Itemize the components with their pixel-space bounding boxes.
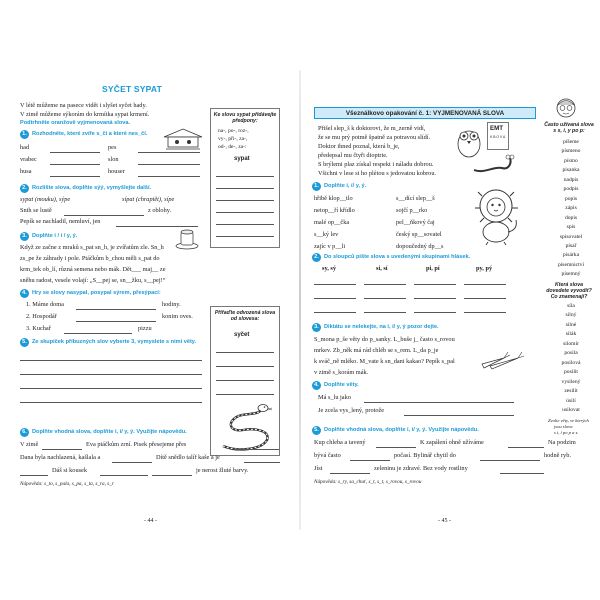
eye-chart-letters: EMT [490, 125, 504, 132]
t3-line: Když ze začne z mraků s_pat sn_h, je zvířatům zle. Sn_h [20, 244, 164, 251]
sidebar2-word: syčet [234, 332, 250, 338]
side-word-list-2 [549, 302, 593, 415]
lion-illustration [472, 186, 522, 246]
t4-sentence-end: konim oves. [162, 313, 193, 320]
task-number: 5. [312, 426, 321, 435]
t1-phrase: český sp__sovatel [396, 231, 442, 238]
t4-sentence: 3. Kuchař [26, 325, 51, 332]
t1-phrase: dopoučedný dp__s [396, 243, 444, 250]
answer-line[interactable] [364, 312, 406, 313]
answer-line[interactable] [138, 176, 200, 177]
t6-sentence: je nerost žluté barvy. [196, 467, 249, 474]
answer-line[interactable] [64, 215, 144, 216]
answer-line[interactable] [20, 374, 202, 375]
t4-sentence: 2. Hospodář [26, 313, 57, 320]
answer-line[interactable] [314, 298, 356, 299]
task-4-instruction: Hry se slovy nasypal, posypal sýrem, přesýpací: [32, 290, 161, 296]
task-number: 3. [312, 323, 321, 332]
side-word: usilovat [562, 406, 580, 413]
answer-line[interactable] [100, 475, 148, 476]
t3-line: S_mona p_še věty do p_sanky. L_buše j_ často s_rovou [314, 336, 455, 343]
answer-line[interactable] [480, 460, 540, 461]
answer-line[interactable] [20, 360, 202, 361]
side-word: zesilit [564, 388, 578, 395]
answer-line[interactable] [404, 415, 514, 416]
t1-word: vrabec [20, 156, 37, 163]
answer-line[interactable] [330, 473, 370, 474]
prefixes-line-2: vy-, při-, za-, [218, 136, 248, 142]
task-number: 2. [20, 184, 29, 193]
side-note: s i, í po p a s. [554, 430, 579, 435]
t2-pair-a: sypat (mouku), sýpe [20, 196, 71, 203]
answer-line[interactable] [314, 312, 356, 313]
answer-line[interactable] [138, 164, 200, 165]
sidebar2-title: Přiřaďte odvozená slova od slovesa: [214, 310, 276, 323]
poem-line: Přišel slep_š k doktorovi, že m_zerně vidí, [318, 125, 426, 132]
intro-line-2: V zimě můžeme sýkorám do krmítka sypat krmení. [20, 111, 150, 118]
sidebar-answer-line[interactable] [216, 224, 274, 225]
side-word: posila [564, 350, 578, 357]
answer-line[interactable] [414, 312, 456, 313]
task-number: 5. [20, 338, 29, 347]
eye-chart-letters-small: K B O V A [490, 135, 506, 139]
t5-sentence: zeleninu je zdravé. Bez vody rostliny [374, 465, 468, 472]
side-word: popis [564, 195, 578, 202]
column-header: sy, sý [322, 265, 336, 272]
side-word: písmo [564, 157, 578, 164]
task-number: 1. [20, 130, 29, 139]
sidebar-answer-line[interactable] [216, 212, 274, 213]
answer-line[interactable] [116, 226, 198, 227]
task-number: 3. [20, 232, 29, 241]
prefixes-line-3: od-, de-, za-: [218, 144, 247, 150]
side-word: posilová [561, 359, 581, 366]
t1-phrase: pel__ňkový čaj [396, 219, 435, 226]
task-number: 2. [312, 253, 321, 262]
answer-line[interactable] [464, 298, 506, 299]
answer-line[interactable] [500, 473, 544, 474]
side-word: píšeme [563, 139, 579, 145]
t5-sentence: Kup chleba a tavený [314, 439, 366, 446]
answer-line[interactable] [244, 462, 280, 463]
task-number: 1. [312, 182, 321, 191]
t6-sentence: Dáš si kousek [52, 467, 87, 474]
t1-phrase: s__dící slep__š [396, 195, 435, 202]
column-header: pi, pí [426, 265, 440, 272]
side-word: síla [567, 303, 575, 309]
side-word: pisanka [562, 167, 580, 174]
t6-sentence: Eva ptáčkům zrní. Pisek přesejeme přes [86, 441, 187, 448]
side-word: písemnictví [557, 261, 585, 268]
t5-sentence: Na podzim [548, 439, 576, 446]
t3-line: sněhu radost, vesele volají: „S__pej se, sn__žku, s__pej!“ [20, 277, 166, 284]
birdhouse-illustration [162, 127, 204, 151]
side-word: silný [565, 312, 577, 319]
answer-line[interactable] [20, 388, 202, 389]
t5-sentence: Jíst [314, 465, 323, 472]
t1-word: pes [108, 144, 117, 151]
side-word: písař [565, 242, 577, 249]
t5-sentence: počasí. Bylinář chytil do [394, 452, 456, 459]
sidebar2-answer-line[interactable] [216, 394, 274, 395]
sidebar-answer-line[interactable] [216, 176, 274, 177]
answer-line[interactable] [42, 449, 82, 450]
sidebar2-answer-line[interactable] [216, 352, 274, 353]
book-gutter [299, 70, 301, 530]
task-2-instruction: Do sloupců pište slova s uvedenými skupinami hlásek. [324, 254, 471, 260]
t1-phrase: sojčí p__rko [396, 207, 428, 214]
carrots-illustration [478, 348, 526, 370]
t3-line: mrkev. Zb_něk má rád chléb se s_rem. L_da p_je [314, 347, 439, 354]
answer-line[interactable] [364, 298, 406, 299]
t6-sentence: V zimě [20, 441, 39, 448]
answer-line[interactable] [364, 284, 406, 285]
t2-sentence-end: z oblohy. [148, 207, 172, 214]
t6-sentence: Dana byla nachlazená, kašlala a [20, 454, 101, 461]
side-title-2: Která slova dovedete vyvodit? Co znamenají? [546, 282, 592, 301]
answer-line[interactable] [138, 152, 200, 153]
sidebar-word: sypat [234, 156, 250, 162]
side-note: jsou slova [554, 424, 573, 429]
t4-sentence: Je zcela vys_lený, protože [318, 407, 385, 414]
intro-line-3: Podtrhněte oranžově vyjmenovaná slova. [20, 120, 131, 126]
t1-phrase: malé op__čka [314, 219, 350, 226]
t3-line: v zimě s_korám mák. [314, 369, 369, 376]
boy-face-icon [554, 96, 578, 118]
t1-word: husa [20, 168, 32, 175]
answer-line[interactable] [350, 460, 390, 461]
task-3-instruction: Diktátu se nelekejte, na i, í/ y, ý pozor dejte. [324, 324, 439, 330]
answer-line[interactable] [50, 164, 100, 165]
answer-line[interactable] [508, 447, 544, 448]
sidebar-answer-line[interactable] [216, 188, 274, 189]
side-word: zápis [565, 205, 577, 212]
t2-sentence: Pepík se nachladil, nemluví, jen [20, 218, 101, 225]
t1-word: houser [108, 168, 125, 175]
answer-line[interactable] [376, 447, 416, 448]
side-word: písmeno [561, 148, 581, 155]
prefixes-line-1: na-, po-, roz-, [218, 128, 249, 134]
t4-sentence-end: pizzu [138, 325, 152, 332]
snake-illustration [217, 400, 275, 452]
page-title: SYČET SYPAT [102, 84, 162, 94]
t5-sentence: bývá často [314, 452, 341, 459]
side-word: dopis [564, 214, 578, 221]
snake-with-glasses-illustration [472, 152, 516, 174]
answer-line[interactable] [76, 309, 156, 310]
answer-line[interactable] [414, 284, 456, 285]
task-6-instruction: Doplňte vhodná slova, doplňte i, í/ y, ý. Využijte nápovědu. [32, 429, 187, 435]
side-word: spis [566, 224, 576, 231]
sidebar-answer-line[interactable] [216, 200, 274, 201]
task-4-instruction: Doplňte věty. [324, 382, 359, 388]
t3-line: zs_pe že záhrady i pole. Ptáčkům b_chou měli s_pat do [20, 255, 160, 262]
task-number: 6. [20, 428, 29, 437]
task-3-instruction: Doplňte i / í / y, ý. [32, 233, 78, 239]
intro-line-1: V létě můžeme na pasece vidět i slyšet syčet hady. [20, 102, 147, 109]
answer-line[interactable] [20, 475, 48, 476]
answer-line[interactable] [464, 312, 506, 313]
side-word: písemný [561, 271, 581, 278]
page-number: - 44 - [144, 518, 157, 525]
sidebar2-answer-line[interactable] [216, 380, 274, 381]
t2-sentence: Snih se lustě [20, 207, 52, 214]
answer-line[interactable] [20, 402, 202, 403]
task-5-instruction: Ze skupiček příbuzných slov vyberte 3, vymyslete s nimi věty. [32, 339, 197, 345]
t1-phrase: s__ký lev [314, 231, 339, 238]
side-word: silné [565, 321, 577, 328]
task-number: 4. [20, 289, 29, 298]
side-word: posilit [564, 369, 578, 376]
side-word: silomír [563, 340, 579, 347]
answer-line[interactable] [414, 298, 456, 299]
left-page [12, 70, 297, 530]
side-word: úsilí [566, 397, 576, 404]
answer-line[interactable] [64, 333, 132, 334]
t6-sentence: Dítě snědlo talíř kaše a je [156, 454, 220, 461]
review-banner: Všeználkovo opakování č. 1: VYJMENOVANÁ SLOVA [314, 107, 536, 119]
poem-line: že se mu prý potmě špatně za potravou slídí. [318, 134, 431, 141]
t1-word: had [20, 144, 30, 151]
answer-line[interactable] [464, 284, 506, 285]
task-2-instruction: Rozlište slova, doplňte sýý, vymyšlejte další. [32, 185, 152, 191]
t1-phrase: hřibě klop__tlo [314, 195, 353, 202]
answer-line[interactable] [50, 152, 100, 153]
t4-sentence: Má s_lu jako [318, 394, 351, 401]
t1-phrase: netop__ří křídlo [314, 207, 355, 214]
answer-line[interactable] [152, 475, 192, 476]
answer-line[interactable] [234, 449, 279, 450]
side-word: nadpis [563, 176, 579, 183]
t1-phrase: zajíc v p__li [314, 243, 346, 250]
task-1-instruction: Doplňte i, í/ y, ý. [324, 183, 367, 189]
side-word-list [549, 138, 593, 280]
sidebar-answer-line[interactable] [216, 236, 274, 237]
column-header: py, pý [476, 265, 493, 272]
side-word: spisovatel [559, 233, 583, 240]
hourglass-illustration [172, 228, 202, 250]
t5-sentence: K zapálení ohně užíváme [420, 439, 484, 446]
side-word: silák [565, 331, 577, 338]
poem-line: předepsal mu čtyři dioptrie. [318, 152, 388, 159]
hint: Nápověda: s_to, s_pala, s_pa, s_ta, s_ra, s_r [20, 481, 114, 487]
answer-line[interactable] [76, 321, 156, 322]
t2-pair-b: sípat (chraptět), sípe [122, 196, 175, 203]
side-title: Často užívaná slova s s, i, y po p: [544, 122, 594, 135]
side-word: pisárka [562, 252, 580, 259]
task-number: 4. [312, 381, 321, 390]
answer-line[interactable] [314, 284, 356, 285]
t4-sentence: 1. Máme doma [26, 301, 64, 308]
t5-sentence: hodně ryb. [544, 452, 571, 459]
poem-line: S brýlemi plaz získal respekt i náladu dobrou. [318, 161, 434, 168]
task-5-instruction: Doplňte vhodná slova, doplňte i, í/ y, ý. Využijte nápovědu. [324, 427, 479, 433]
t4-sentence-end: hodiny. [162, 301, 181, 308]
task-1-instruction: Rozhodněte, které zvíře s_čí a které nes_čí. [32, 131, 148, 137]
answer-line[interactable] [112, 462, 152, 463]
column-header: si, sí [376, 265, 388, 272]
hint: Nápověda: s_ry, sa_chuť, s_t, s_t, s_rovou, s_rovou [314, 479, 422, 485]
poem-line: Všichni v lese si ho plétou s jedovatou kobrou. [318, 170, 437, 177]
right-page [304, 70, 594, 530]
sidebar-title: Ke slovu sypat přidávejte předpony: [213, 112, 277, 125]
sidebar2-answer-line[interactable] [216, 366, 274, 367]
t3-line: k sváč_ně mléko. M_vate k sn_dani kakao? Pepík s_pal [314, 358, 455, 365]
side-note: Zvolte věty, ve kterých [548, 418, 589, 423]
answer-line[interactable] [50, 176, 100, 177]
side-word: vysilený [561, 378, 581, 385]
side-word: podpis [563, 186, 579, 193]
t3-line: krm_tek ob_lí, různá semena nebo mák. Dět___ maj__ ze [20, 266, 166, 273]
t1-word: slon [108, 156, 119, 163]
answer-line[interactable] [364, 402, 514, 403]
page-number: - 45 - [438, 518, 451, 525]
poem-line: Doktor ihned poznal, která b_je, [318, 143, 400, 150]
